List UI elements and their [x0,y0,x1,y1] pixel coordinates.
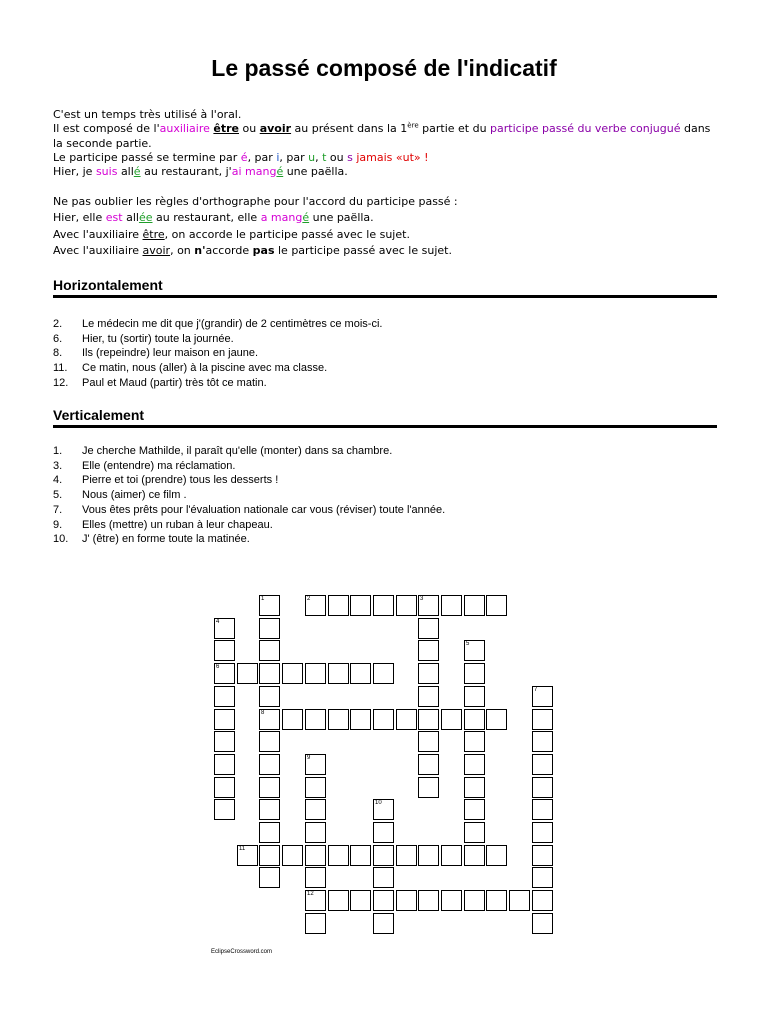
crossword-cell[interactable] [305,845,326,866]
vertical-clue: 1. Je cherche Mathilde, il paraît qu'elle (monter) dans sa chambre. [53,445,393,457]
crossword-cell[interactable] [418,731,439,752]
clue-number: 2 [307,596,311,602]
crossword-cell[interactable] [259,777,280,798]
crossword-cell[interactable] [259,754,280,775]
crossword-cell[interactable] [259,845,280,866]
crossword-cell[interactable] [328,595,349,616]
clue-number: 10 [375,800,382,806]
crossword-cell[interactable] [418,618,439,639]
clue-number: 4 [216,619,220,625]
crossword-cell[interactable] [509,890,530,911]
crossword-cell[interactable] [486,890,507,911]
crossword-cell[interactable] [305,754,326,775]
horizontal-divider [53,295,717,298]
vertical-clue: 7. Vous êtes prêts pour l'évaluation nationale car vous (réviser) toute l'année. [53,503,446,516]
crossword-cell[interactable] [418,663,439,684]
crossword-cell[interactable] [214,731,235,752]
horizontal-clue: 6. Hier, tu (sortir) toute la journée. [53,332,234,345]
crossword-cell[interactable] [259,867,280,888]
crossword-cell[interactable] [532,913,553,934]
crossword-cell[interactable] [373,845,394,866]
crossword-cell[interactable] [532,686,553,707]
crossword-cell[interactable] [282,663,303,684]
crossword-cell[interactable] [418,754,439,775]
clue-number: 8 [261,710,265,716]
crossword-cell[interactable] [350,845,371,866]
vertical-divider [53,425,717,428]
crossword-cell[interactable] [486,845,507,866]
crossword-cell[interactable] [373,595,394,616]
horizontal-clue-list [53,317,723,391]
crossword-cell[interactable] [396,845,417,866]
crossword-cell[interactable] [328,890,349,911]
crossword-cell[interactable] [464,640,485,661]
horizontal-clue: 11. Ce matin, nous (aller) à la piscine avec ma classe. [53,362,328,375]
crossword-cell[interactable] [464,799,485,820]
crossword-cell[interactable] [328,845,349,866]
crossword-cell[interactable] [373,867,394,888]
crossword-cell[interactable] [464,845,485,866]
clue-number: 5 [466,641,470,647]
intro-line-3: Le participe passé se termine par é, par i, par u, t ou s jamais «ut» ! [53,150,429,164]
crossword-cell[interactable] [532,845,553,866]
crossword-cell[interactable] [418,686,439,707]
crossword-cell[interactable] [259,686,280,707]
horizontal-clue: 8. Ils (repeindre) leur maison en jaune. [53,347,259,360]
intro-line-1: C'est un temps très utilisé à l'oral. [53,108,242,121]
crossword-cell[interactable] [214,618,235,639]
credit-text: EclipseCrossword.com [211,949,273,955]
intro-line-2: Il est composé de l'auxiliaire être ou avoir au présent dans la 1ère partie et du participe passé du verbe conjugué dans la seconde partie. [53,121,711,150]
crossword-cell[interactable] [396,595,417,616]
crossword-cell[interactable] [486,595,507,616]
clue-number: 7 [534,687,538,693]
crossword-cell[interactable] [532,754,553,775]
crossword-cell[interactable] [328,709,349,730]
crossword-cell[interactable] [464,595,485,616]
crossword-cell[interactable] [259,663,280,684]
crossword-cell[interactable] [373,822,394,843]
crossword-cell[interactable] [259,618,280,639]
crossword-cell[interactable] [532,777,553,798]
rules-line-4: Avec l'auxiliaire avoir, on n'accorde pas le participe passé avec le sujet. [53,244,452,258]
crossword-cell[interactable] [464,731,485,752]
page-title: Le passé composé de l'indicatif [211,55,557,81]
rules-line-1: Ne pas oublier les règles d'orthographe pour l'accord du participe passé : [53,194,458,208]
crossword-cell[interactable] [441,890,462,911]
crossword-cell[interactable] [214,777,235,798]
crossword-cell[interactable] [259,731,280,752]
crossword-cell[interactable] [259,822,280,843]
crossword-cell[interactable] [259,799,280,820]
clue-number: 3 [420,596,424,602]
vertical-clue: 3. Elle (entendre) ma réclamation. [53,459,236,472]
crossword-cell[interactable] [396,709,417,730]
crossword-cell[interactable] [532,867,553,888]
horizontal-heading: Horizontalement [53,277,163,293]
crossword-cell[interactable] [214,799,235,820]
vertical-clue-list [53,444,723,547]
horizontal-clue: 2. Le médecin me dit que j'(grandir) de 2 centimètres ce mois-ci. [53,318,383,330]
crossword-cell[interactable] [464,709,485,730]
rules-line-3: Avec l'auxiliaire être, on accorde le participe passé avec le sujet. [53,227,410,241]
intro-text [53,108,723,260]
crossword-cell[interactable] [305,822,326,843]
clue-number: 11 [239,846,246,852]
crossword-cell[interactable] [373,913,394,934]
crossword-cell[interactable] [282,845,303,866]
crossword-cell[interactable] [418,845,439,866]
clue-number: 6 [216,664,220,670]
crossword-cell[interactable] [350,890,371,911]
crossword-cell[interactable] [214,663,235,684]
crossword-cell[interactable] [464,663,485,684]
crossword-cell[interactable] [350,709,371,730]
crossword-cell[interactable] [532,890,553,911]
crossword-cell[interactable] [464,890,485,911]
crossword-cell[interactable] [259,595,280,616]
crossword-cell[interactable] [418,777,439,798]
crossword-cell[interactable] [418,595,439,616]
crossword-cell[interactable] [305,777,326,798]
crossword-cell[interactable] [373,799,394,820]
crossword-cell[interactable] [237,663,258,684]
crossword-cell[interactable] [259,640,280,661]
clue-number: 12 [307,891,314,897]
vertical-clue: 10. J' (être) en forme toute la matinée. [53,533,250,546]
crossword-cell[interactable] [350,663,371,684]
vertical-clue: 5. Nous (aimer) ce film . [53,489,187,502]
crossword-cell[interactable] [396,890,417,911]
crossword-cell[interactable] [464,822,485,843]
vertical-heading: Verticalement [53,407,145,423]
crossword-cell[interactable] [305,890,326,911]
crossword-cell[interactable] [237,845,258,866]
crossword-cell[interactable] [373,663,394,684]
vertical-clue: 4. Pierre et toi (prendre) tous les desserts ! [53,474,279,487]
clue-number: 1 [261,596,265,602]
crossword-cell[interactable] [373,890,394,911]
crossword-cell[interactable] [486,709,507,730]
crossword-cell[interactable] [418,640,439,661]
crossword-cell[interactable] [532,731,553,752]
horizontal-clue: 12. Paul et Maud (partir) très tôt ce matin. [53,376,267,389]
crossword-cell[interactable] [305,913,326,934]
crossword-cell[interactable] [305,799,326,820]
crossword-cell[interactable] [305,709,326,730]
rules-line-2: Hier, elle est allée au restaurant, elle a mangé une paëlla. [53,211,374,225]
crossword-cell[interactable] [532,822,553,843]
vertical-clue: 9. Elles (mettre) un ruban à leur chapeau. [53,518,273,531]
crossword-cell[interactable] [305,595,326,616]
crossword-cell[interactable] [532,709,553,730]
crossword-cell[interactable] [464,777,485,798]
crossword-cell[interactable] [214,686,235,707]
clue-number: 9 [307,755,311,761]
crossword-cell[interactable] [441,845,462,866]
crossword-cell[interactable] [282,709,303,730]
crossword-cell[interactable] [214,754,235,775]
crossword-cell[interactable] [373,709,394,730]
crossword-cell[interactable] [418,709,439,730]
crossword-cell[interactable] [441,595,462,616]
crossword-cell[interactable] [305,663,326,684]
crossword-cell[interactable] [259,709,280,730]
crossword-cell[interactable] [350,595,371,616]
intro-line-4: Hier, je suis allé au restaurant, j'ai mangé une paëlla. [53,165,348,179]
crossword-cell[interactable] [464,686,485,707]
crossword-cell[interactable] [418,890,439,911]
crossword-cell[interactable] [305,867,326,888]
crossword-cell[interactable] [464,754,485,775]
crossword-cell[interactable] [214,709,235,730]
crossword-cell[interactable] [328,663,349,684]
crossword-cell[interactable] [441,709,462,730]
crossword-cell[interactable] [532,799,553,820]
crossword-cell[interactable] [214,640,235,661]
